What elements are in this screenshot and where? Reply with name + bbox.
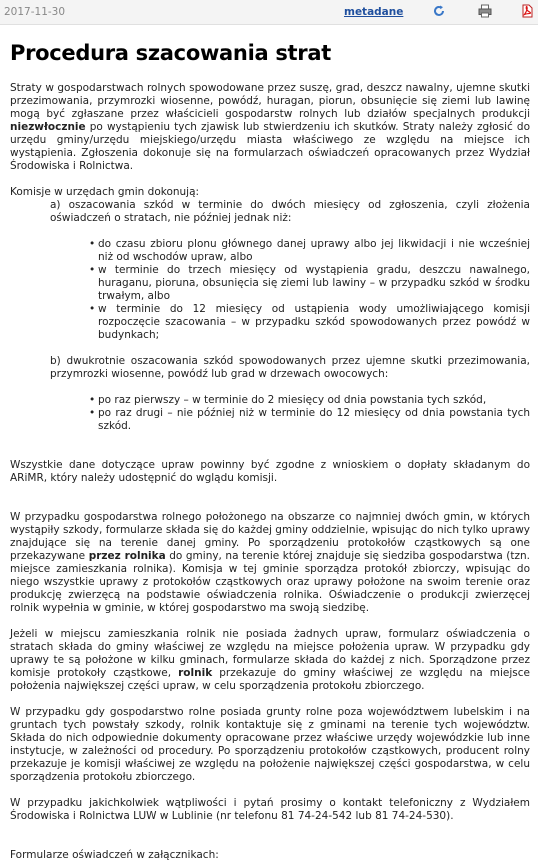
publication-date: 2017-11-30 [4,6,66,18]
list-item: • do czasu zbioru plonu głównego danej uprawy albo jej likwidacji i nie wcześniej niż od wschodów upraw, albo [90,238,530,264]
paragraph-contact: W przypadku jakichkolwiek wątpliwości i pytań prosimy o kontakt telefoniczny z Wydziałem Środowiska i Rolnictwa LUW w Lublinie (nr telefonu 81 74-24-542 lub 81 74-24-530). [10,797,530,822]
page-title: Procedura szacowania strat [10,41,331,65]
commission-point-a: a) oszacowania szkód w terminie do dwóch miesięcy od zgłoszenia, czyli złożenia oświadczeń o stratach, nie później jednak niż: [50,199,530,224]
emphasis-text: przez rolnika [88,550,166,562]
emphasis-text: rolnik [178,667,213,679]
paragraph-arimr: Wszystkie dane dotyczące upraw powinny być zgodne z wnioskiem o dopłaty składanym do ARiMR, który należy udostępnić do wglądu komisji. [10,459,530,484]
list-item: • po raz drugi – nie później niż w terminie do 12 miesięcy od dnia powstania tych szkód. [90,407,530,433]
article-body [10,82,530,862]
metadata-link[interactable]: metadane [344,6,404,18]
list-item: • po raz pierwszy – w terminie do 2 miesięcy od dnia powstania tych szkód, [90,394,530,407]
print-icon[interactable] [478,4,492,18]
point-a-list [90,238,530,342]
list-item: • w terminie do trzech miesięcy od wystąpienia gradu, deszczu nawalnego, huraganu, pioruna, obsunięcia się ziemi lub lawiny – w przypadku szkód w środku trwałym, albo [90,264,530,303]
commission-point-b: b) dwukrotnie oszacowania szkód spowodowanych przez ujemne skutki przezimowania, przymrozki wiosenne, powódź lub grad w drzewach owocowych: [50,355,530,380]
paragraph-multiple-gminas: W przypadku gospodarstwa rolnego położonego na obszarze co najmniej dwóch gmin, w których wystąpiły szkody, formularze składa się do każdej gminy oddzielnie, wpisując do nich tylko uprawy znajdujące się na terenie danej gminy. Po sporządzeniu protokołów cząstkowych są one przekazywane przez rolnika do gminy, na terenie której znajduje się siedziba gospodarstwa (tzn. miejsce zamieszkania rolnika). Komisja w tej gminie sporządza protokół zbiorczy, wpisując do niego wszystkie uprawy z protokołów cząstkowych oraz uprawy położone na swoim terenie oraz produkcję zwierzęcą na podstawie oświadczenia rolnika. Oświadczenie o produkcji zwierzęcej rolnik wypełnia w gminie, w której gospodarstwo ma swoją siedzibę. [10,511,531,614]
emphasis-text: niezwłocznie [10,121,86,133]
paragraph-intro: Straty w gospodarstwach rolnych spowodowane przez suszę, grad, deszcz nawalny, ujemne skutki przezimowania, przymrozki wiosenne, powódź, huragan, piorun, obsunięcie się ziemi lub lawinę mogą być zgłaszane przez właścicieli gospodarstw rolnych lub działów specjalnych produkcji niezwłocznie po wystąpieniu tych zjawisk lub stwierdzeniu ich skutków. Straty należy zgłosić do urzędu gminy/urzędu miejskiego/urzędu miasta właściwego ze względu na miejsce ich wystąpienia. Zgłoszenia dokonuje się na formularzach oświadczeń opracowanych przez Wydział Środowiska i Rolnictwa. [10,82,530,172]
commission-intro: Komisje w urzędach gmin dokonują: [10,186,200,198]
top-toolbar [0,0,538,25]
refresh-icon[interactable] [432,4,446,18]
paragraph-no-crops: Jeżeli w miejscu zamieszkania rolnik nie posiada żadnych upraw, formularz oświadczenia o stratach składa do gminy właściwej ze względu na miejsce położenia upraw. W przypadku gdy uprawy te są położone w kilku gminach, formularze składa do każdej z nich. Sporządzone przez komisje protokoły cząstkowe, rolnik przekazuje do gminy właściwej ze względu na miejsce położenia największej części upraw, w celu sporządzenia protokołu zbiorczego. [10,628,530,692]
pdf-icon[interactable] [520,4,534,18]
point-b-list [90,394,530,433]
paragraph-outside-voivodeship: W przypadku gdy gospodarstwo rolne posiada grunty rolne poza województwem lubelskim i na gruntach tych powstały szkody, rolnik kontaktuje się z gminami na terenie tych województw. Składa do nich odpowiednie dokumenty opracowane przez właściwe urzędy wojewódzkie lub inne instytucje, w zależności od procedury. Po sporządzeniu protokołów cząstkowych, producent rolny przekazuje je komisji właściwej ze względu na położenie największej części gospodarstwa, w celu sporządzenia protokołu zbiorczego. [10,706,530,783]
attachments-heading: Formularze oświadczeń w załącznikach: [10,849,219,861]
list-item: • w terminie do 12 miesięcy od ustąpienia wody umożliwiającego komisji rozpoczęcie szacowania – w przypadku szkód spowodowanych przez powódź w budynkach; [90,303,530,342]
